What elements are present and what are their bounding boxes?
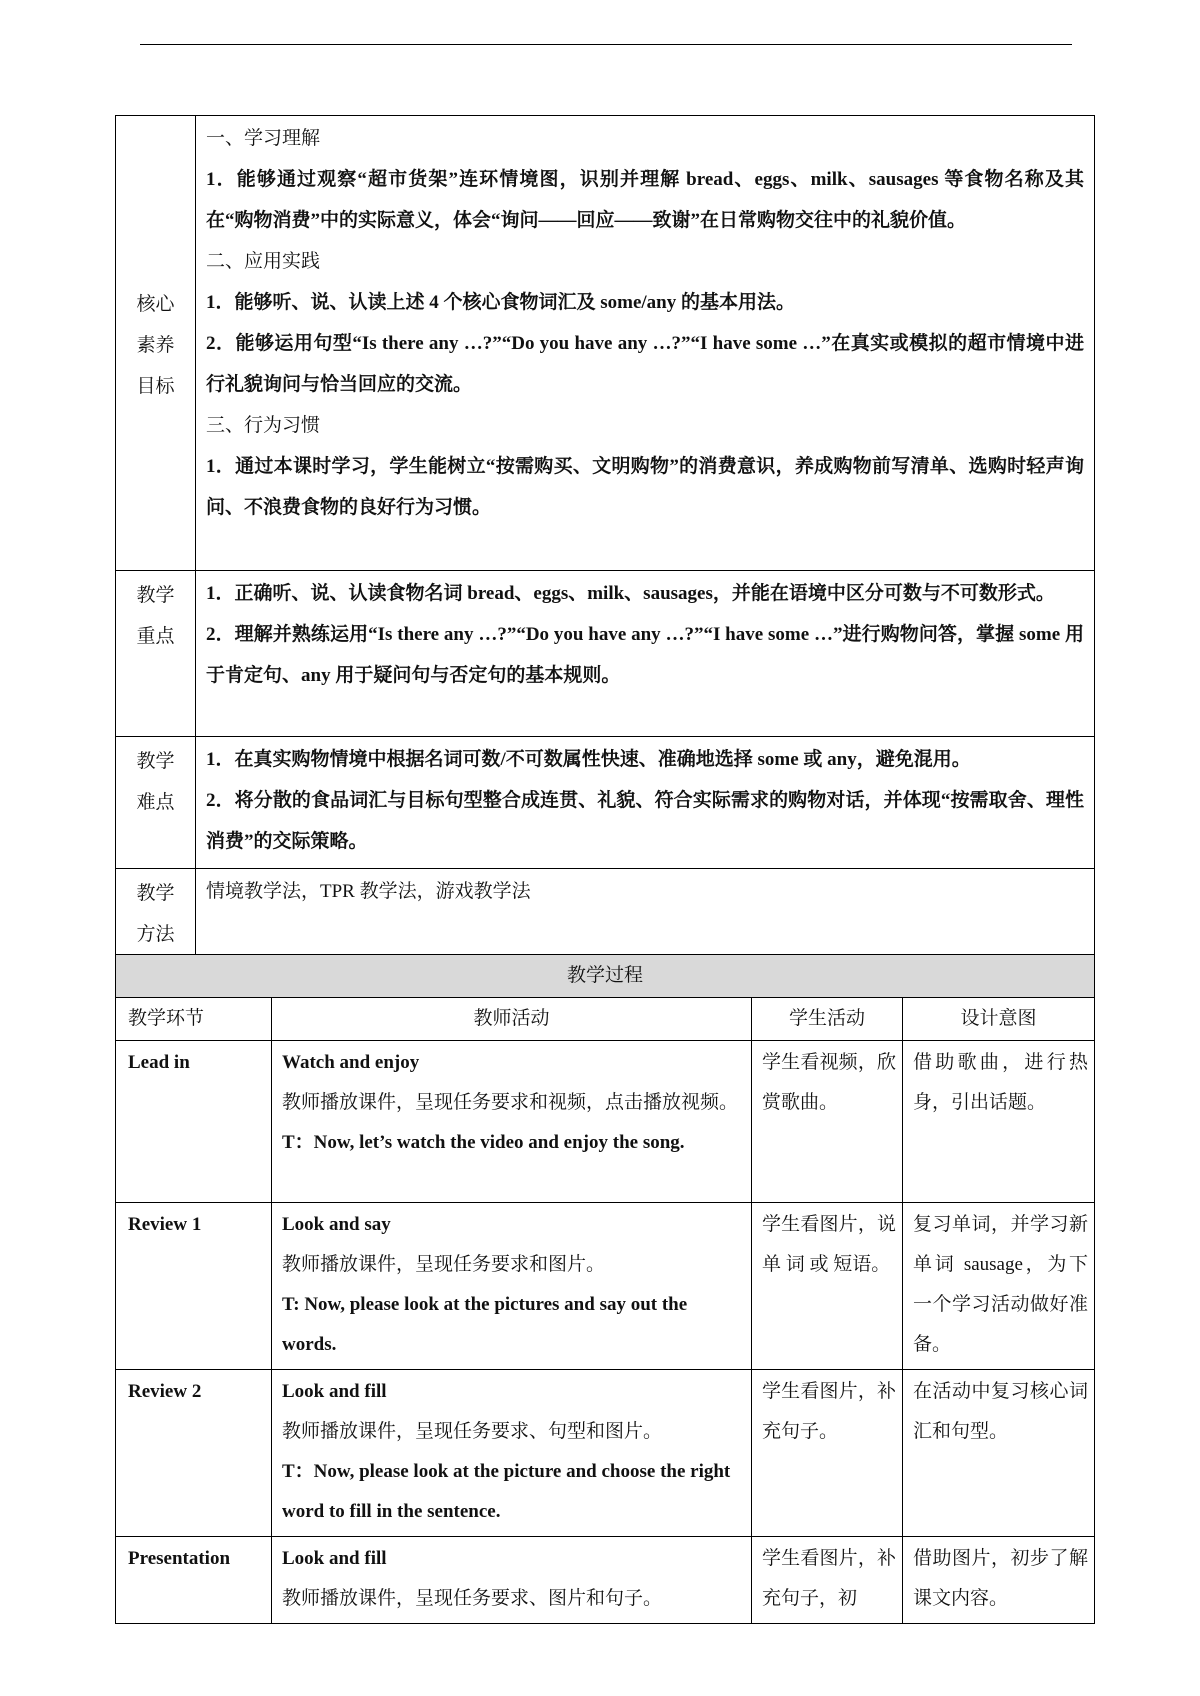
objectives-content [196,116,1095,571]
label-line: 核心 [136,293,175,315]
stage-cell: Review 1 [116,1203,272,1370]
intent-cell: 借助歌曲，进行热身，引出话题。 [903,1041,1095,1203]
label-line: 教学 [136,883,175,904]
activity-title: Watch and enjoy [282,1052,420,1073]
label-line: 重点 [136,626,175,647]
activity-title: Look and say [282,1214,391,1235]
label-line: 素养 [136,334,175,356]
teacher-activity-cell [272,1537,752,1624]
header-stage: 教学环节 [116,998,272,1041]
student-activity-cell: 学生看图片，补充句子。 [752,1370,903,1537]
table-row [116,1041,1095,1203]
stage-cell: Presentation [116,1537,272,1624]
intent-cell: 借助图片，初步了解课文内容。 [903,1537,1095,1624]
teacher-talk: T: Now, please look at the pictures and say out the words. [282,1294,688,1355]
objective-heading: 二、应用实践 [206,251,321,272]
teacher-talk: T：Now, let’s watch the video and enjoy the song. [282,1132,685,1153]
label-line: 教学 [136,585,175,606]
header-teacher: 教师活动 [272,998,752,1041]
methods-content [196,869,1095,956]
difficulty-paragraph: 2．将分散的食品词汇与目标句型整合成连贯、礼貌、符合实际需求的购物对话，并体现“按需取舍、理性消费”的交际策略。 [206,790,1084,852]
activity-title: Look and fill [282,1548,387,1569]
label-line: 教学 [136,751,175,772]
key-points-content [196,571,1095,737]
teacher-activity-cell [272,1041,752,1203]
activity-desc: 教师播放课件，呈现任务要求、图片和句子。 [282,1588,663,1609]
objective-paragraph: 1．通过本课时学习，学生能树立“按需购买、文明购物”的消费意识，养成购物前写清单、选购时轻声询问、不浪费食物的良好行为习惯。 [206,456,1084,518]
objectives-label [116,116,196,571]
header-rule [140,44,1072,45]
key-points-label [116,571,196,737]
methods-label [116,869,196,956]
table-row [116,1203,1095,1370]
student-activity-cell: 学生看视频，欣赏歌曲。 [752,1041,903,1203]
objective-heading: 三、行为习惯 [206,415,321,436]
difficulties-row [116,737,1095,869]
process-title: 教学过程 [116,955,1095,998]
key-point-paragraph: 1．正确听、说、认读食物名词 bread、eggs、milk、sausages，并能在语境中区分可数与不可数形式。 [206,583,1055,604]
label-line: 难点 [136,792,175,813]
process-title-row [116,955,1095,998]
difficulties-label [116,737,196,869]
teacher-activity-cell [272,1370,752,1537]
student-activity-cell: 学生看图片，补充句子，初 [752,1537,903,1624]
student-activity-cell: 学生看图片，说 单 词 或 短语。 [752,1203,903,1370]
header-student: 学生活动 [752,998,903,1041]
objective-paragraph: 2．能够运用句型“Is there any …?”“Do you have any …?”“I have some …”在真实或模拟的超市情境中进行礼貌询问与恰当回应的交流。 [206,333,1084,395]
label-line: 方法 [136,924,175,945]
intent-cell: 复习单词，并学习新单词 sausage，为下一个学习活动做好准备。 [903,1203,1095,1370]
table-row [116,1537,1095,1624]
activity-desc: 教师播放课件，呈现任务要求和视频，点击播放视频。 [282,1092,739,1113]
lesson-plan-table [115,115,1095,956]
header-intent: 设计意图 [903,998,1095,1041]
activity-title: Look and fill [282,1381,387,1402]
key-point-paragraph: 2．理解并熟练运用“Is there any …?”“Do you have any …?”“I have some …”进行购物问答，掌握 some 用于肯定句、any 用于疑问句与否定句的基本规则。 [206,624,1084,686]
key-points-row [116,571,1095,737]
intent-cell: 在活动中复习核心词汇和句型。 [903,1370,1095,1537]
table-row [116,1370,1095,1537]
activity-desc: 教师播放课件，呈现任务要求、句型和图片。 [282,1421,663,1442]
difficulties-content [196,737,1095,869]
objective-paragraph: 1．能够通过观察“超市货架”连环情境图，识别并理解 bread、eggs、milk、sausages 等食物名称及其在“购物消费”中的实际意义，体会“询问——回应——致谢”在日常购物交往中的礼貌价值。 [206,169,1084,231]
label-line: 目标 [136,375,175,397]
methods-text: 情境教学法，TPR 教学法，游戏教学法 [206,881,531,902]
objective-paragraph: 1．能够听、说、认读上述 4 个核心食物词汇及 some/any 的基本用法。 [206,292,796,313]
objective-heading: 一、学习理解 [206,128,321,149]
stage-cell: Review 2 [116,1370,272,1537]
methods-row [116,869,1095,956]
activity-desc: 教师播放课件，呈现任务要求和图片。 [282,1254,606,1275]
process-table [115,954,1095,1624]
difficulty-paragraph: 1．在真实购物情境中根据名词可数/不可数属性快速、准确地选择 some 或 any，避免混用。 [206,749,971,770]
process-header-row [116,998,1095,1041]
teacher-activity-cell [272,1203,752,1370]
stage-cell: Lead in [116,1041,272,1203]
teacher-talk: T：Now, please look at the picture and choose the right word to fill in the sentence. [282,1461,731,1522]
objectives-row [116,116,1095,571]
